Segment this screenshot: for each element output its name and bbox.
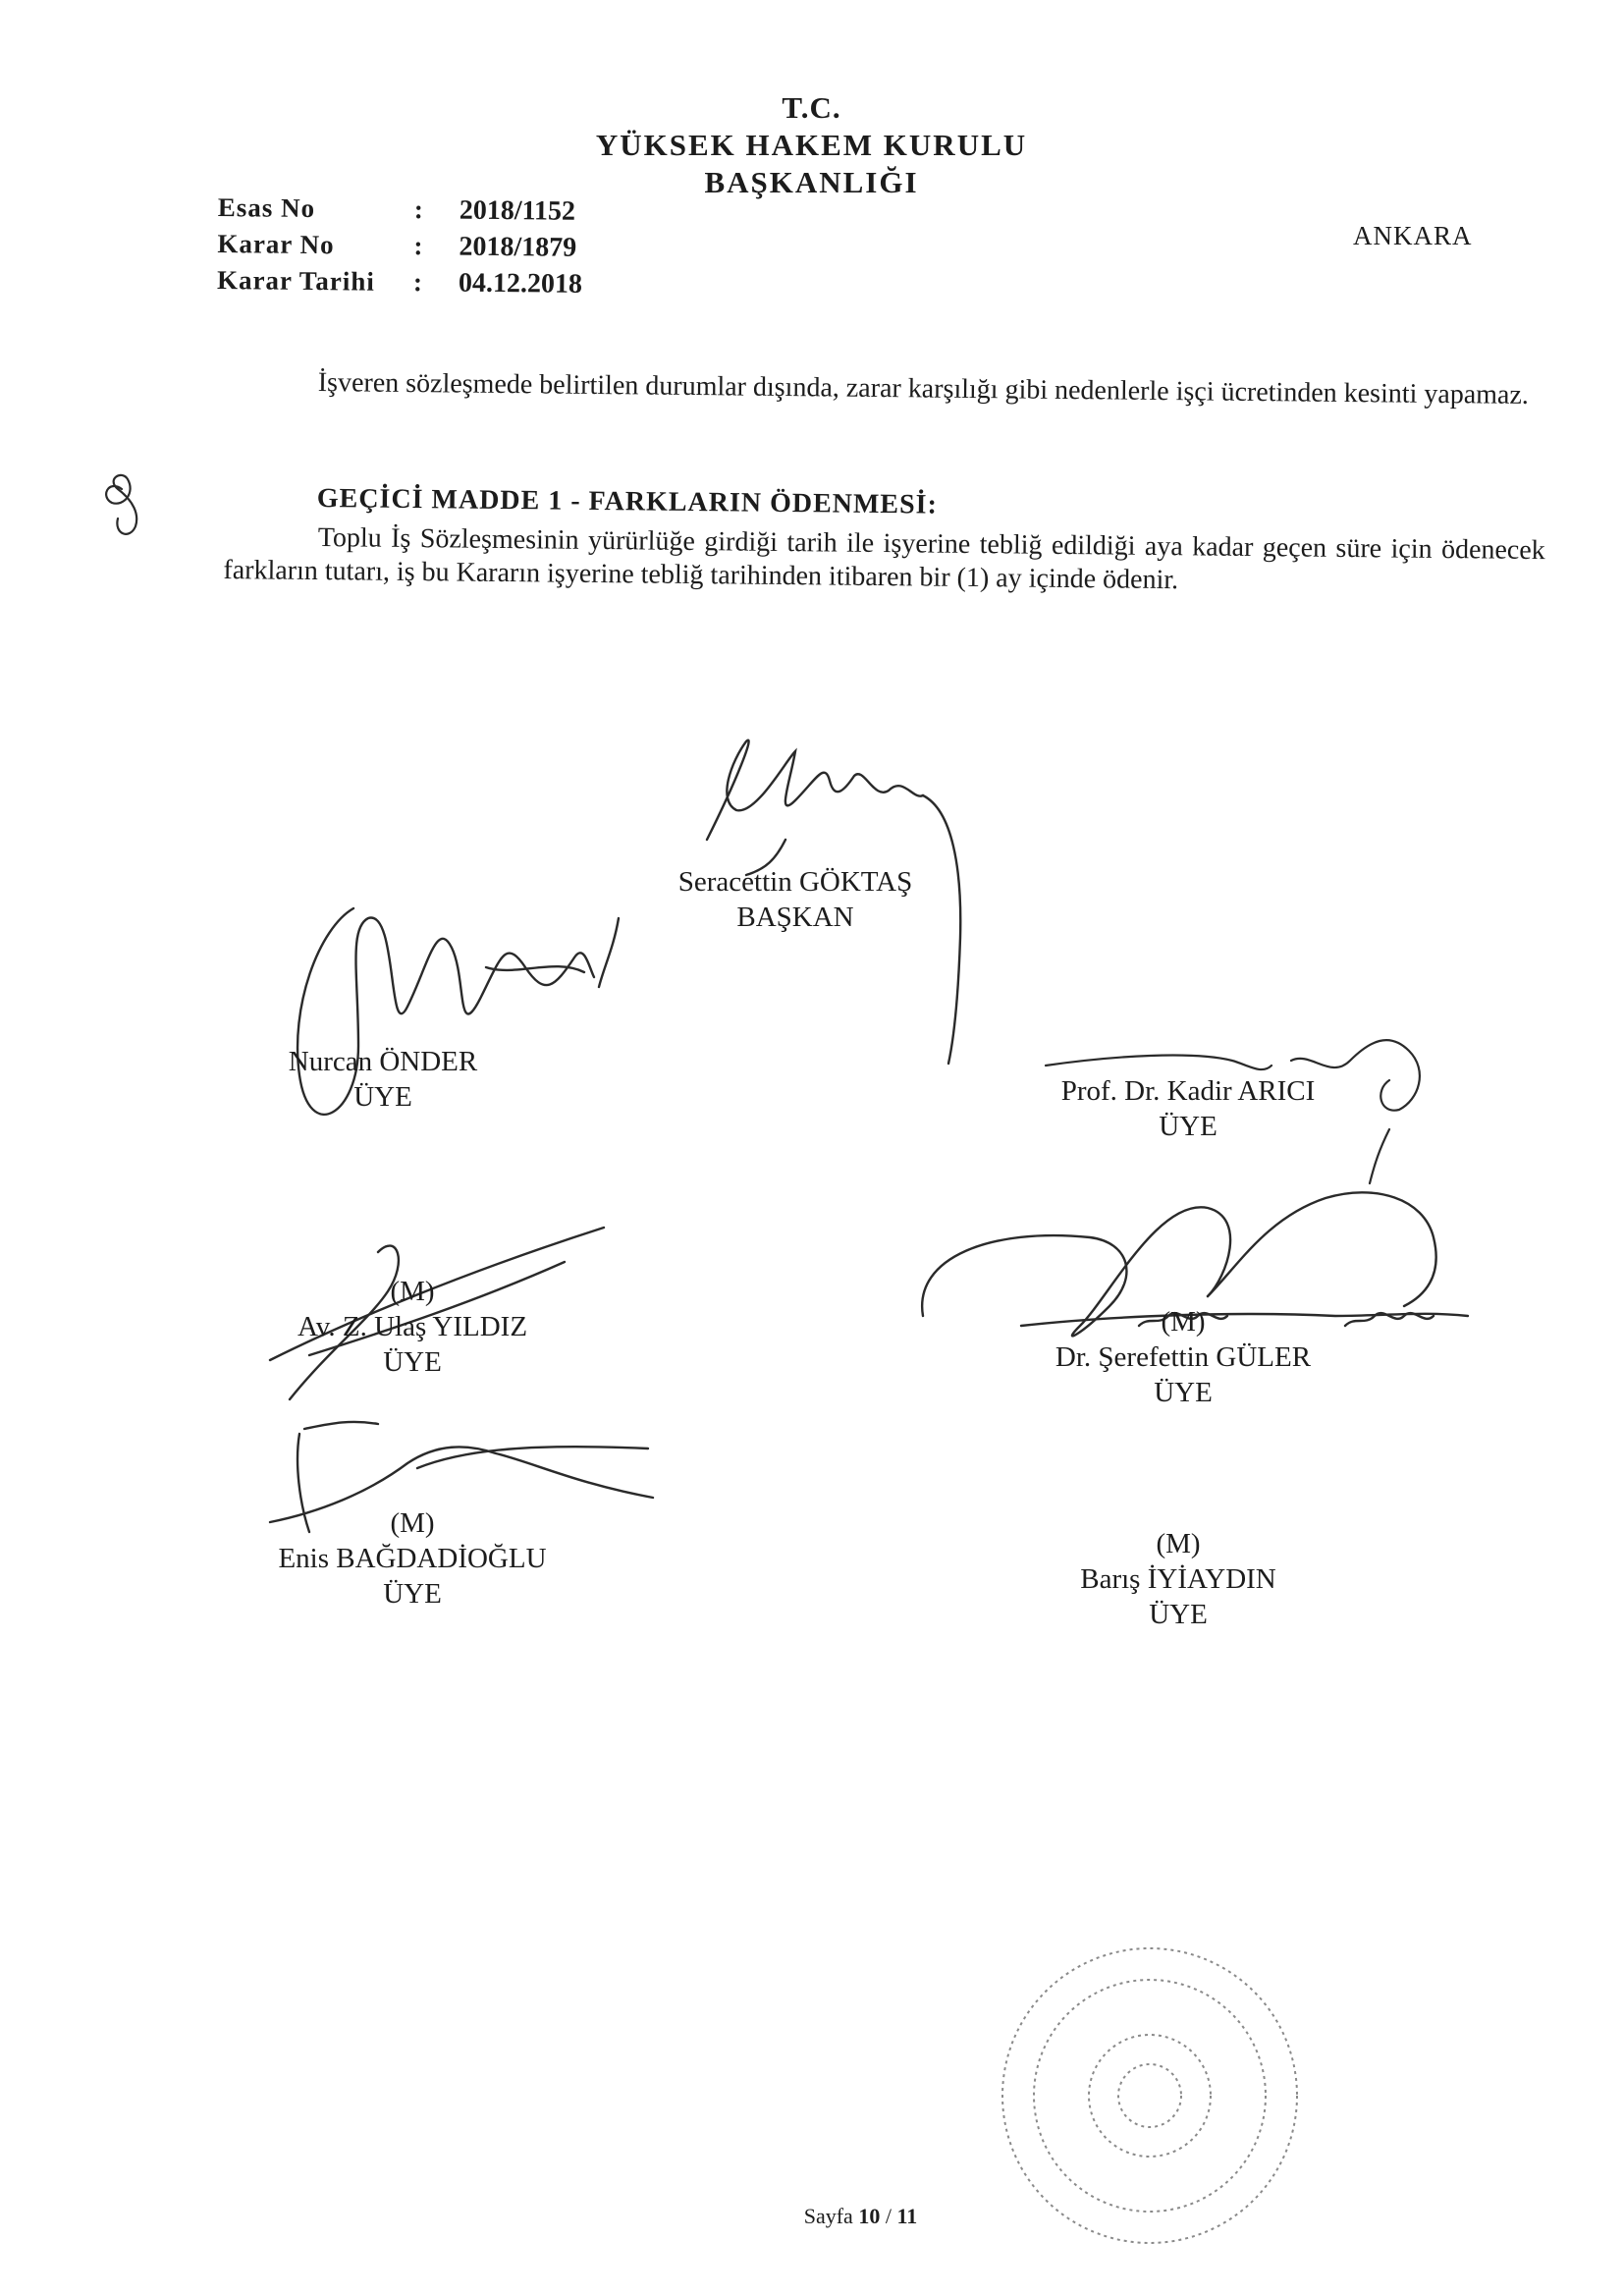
signatory-yildiz: [241, 1274, 584, 1380]
signatory-mark: (M): [1161, 1306, 1206, 1338]
signatory-role: ÜYE: [383, 1346, 442, 1378]
paragraph-deduction-rule: İşveren sözleşmede belirtilen durumlar dışında, zarar karşılığı gibi nedenlerle işçi ücretinden kesinti yapamaz.: [317, 367, 1530, 410]
esas-no-label: Esas No: [217, 191, 316, 224]
city-label: ANKARA: [1353, 221, 1473, 250]
signatory-role: ÜYE: [353, 1081, 412, 1113]
karar-no-value: 2018/1879: [459, 231, 577, 263]
signatory-name: Barış İYİAYDIN: [1080, 1563, 1276, 1595]
signatory-role: ÜYE: [383, 1578, 442, 1610]
signatory-role: ÜYE: [1159, 1111, 1217, 1142]
paragraph-payment-of-differences: Toplu İş Sözleşmesinin yürürlüğe girdiği tarih ile işyerine tebliğ edildiği aya kadar geçen süre için ödenecek farkların tutarı, iş bu Kararın işyerine tebliğ tarihinden itibaren bir (1) ay içinde ödenir.: [223, 522, 1545, 596]
signatory-mark: (M): [390, 1507, 435, 1539]
signatory-iyiaydin: [1031, 1526, 1325, 1632]
separator: :: [413, 231, 423, 261]
karar-tarihi-value: 04.12.2018: [458, 267, 583, 300]
metadata-row-tarih: [217, 262, 582, 302]
metadata-row-karar: [217, 226, 582, 266]
page-separator: /: [885, 2204, 892, 2228]
signatory-role: ÜYE: [1149, 1599, 1208, 1630]
signatory-name: Prof. Dr. Kadir ARICI: [1060, 1075, 1316, 1107]
header-department: BAŞKANLIĞI: [704, 165, 919, 199]
signatory-mark: (M): [390, 1276, 435, 1307]
karar-no-label: Karar No: [217, 228, 335, 260]
signatory-guler: [1016, 1304, 1350, 1410]
signatory-onder: [236, 1044, 530, 1115]
case-metadata: [217, 190, 583, 302]
header-tc: T.C.: [782, 90, 841, 125]
page-footer: [49, 2204, 1623, 2229]
metadata-row-esas: [218, 190, 583, 230]
section-heading: GEÇİCİ MADDE 1 - FARKLARIN ÖDENMESİ:: [316, 483, 939, 520]
page-current: 10: [858, 2204, 881, 2228]
signatory-role: BAŞKAN: [736, 902, 854, 933]
header-organization: YÜKSEK HAKEM KURULU: [595, 128, 1028, 162]
signatory-name: Nurcan ÖNDER: [288, 1046, 478, 1077]
signatory-name: Seracettin GÖKTAŞ: [677, 866, 913, 898]
signatory-mark: (M): [1156, 1528, 1201, 1559]
page-label: Sayfa: [803, 2204, 853, 2228]
separator: :: [413, 194, 423, 225]
handwritten-mark-icon: [79, 450, 157, 548]
page-total: 11: [896, 2204, 918, 2228]
signatory-arici: [1021, 1073, 1355, 1144]
signatory-bagdadioglu: [236, 1505, 589, 1612]
signatory-name: Enis BAĞDADİOĞLU: [278, 1543, 547, 1574]
separator: :: [412, 267, 423, 298]
signatory-name: Av. Z. Ulaş YILDIZ: [297, 1311, 528, 1342]
signatory-role: ÜYE: [1154, 1377, 1213, 1408]
esas-no-value: 2018/1152: [459, 194, 576, 227]
signatory-baskan: [628, 864, 962, 935]
karar-tarihi-label: Karar Tarihi: [216, 264, 375, 297]
signatory-name: Dr. Şerefettin GÜLER: [1055, 1341, 1312, 1373]
